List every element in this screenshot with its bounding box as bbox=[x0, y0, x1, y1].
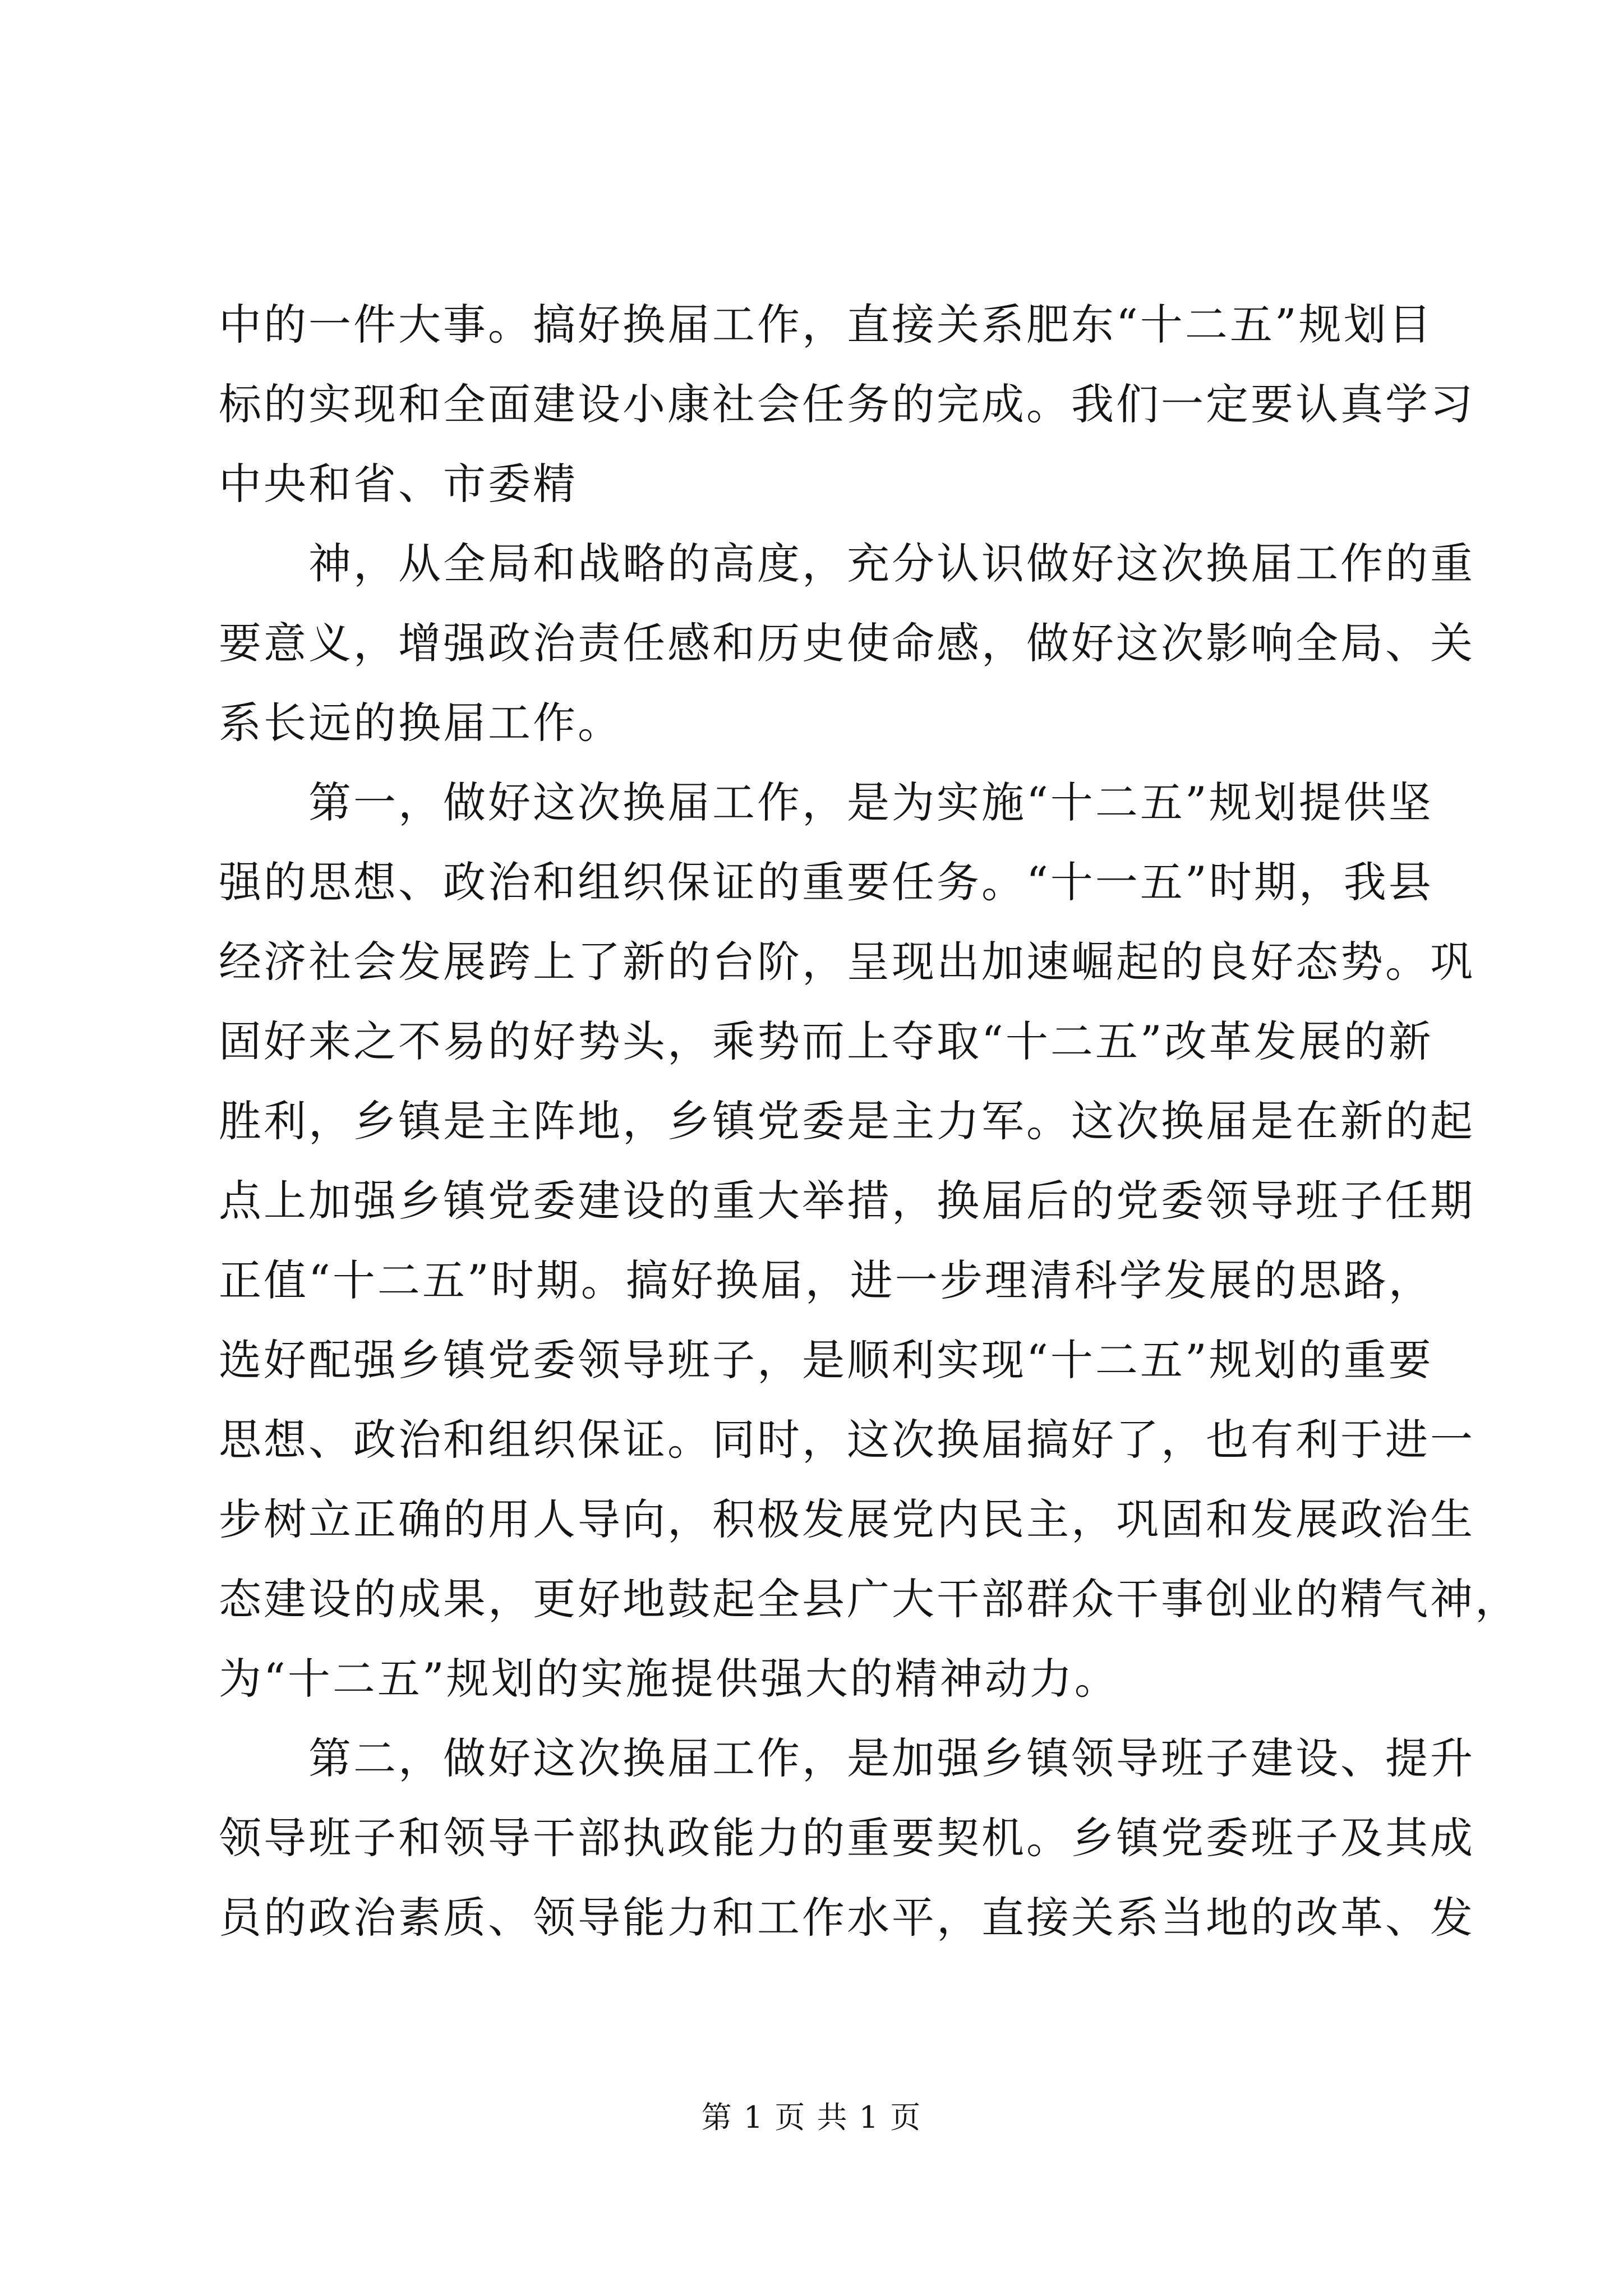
text-line: 点上加强乡镇党委建设的重大举措，换届后的党委领导班子任期 bbox=[219, 1176, 1475, 1226]
text-line: 神，从全局和战略的高度，充分认识做好这次换届工作的重 bbox=[308, 539, 1475, 588]
text-line: 中央和省、市委精 bbox=[219, 459, 578, 509]
text-line: 领导班子和领导干部执政能力的重要契机。乡镇党委班子及其成 bbox=[219, 1813, 1475, 1863]
text-line: 第一，做好这次换届工作，是为实施“十二五”规划提供坚 bbox=[308, 777, 1433, 827]
paragraph bbox=[219, 772, 1520, 1709]
text-line: 选好配强乡镇党委领导班子，是顺利实现“十二五”规划的重要 bbox=[219, 1335, 1433, 1385]
document-body bbox=[219, 295, 1520, 1967]
text-line: 中的一件大事。搞好换届工作，直接关系肥东“十二五”规划目 bbox=[219, 300, 1433, 349]
text-line: 第二，做好这次换届工作，是加强乡镇领导班子建设、提升 bbox=[308, 1733, 1475, 1783]
text-line: 员的政治素质、领导能力和工作水平，直接关系当地的改革、发 bbox=[219, 1893, 1475, 1943]
text-line: 为“十二五”规划的实施提供强大的精神动力。 bbox=[219, 1654, 1119, 1704]
page-number-footer: 第 1 页 共 1 页 bbox=[701, 2100, 922, 2135]
text-line: 正值“十二五”时期。搞好换届，进一步理清科学发展的思路， bbox=[219, 1255, 1433, 1305]
text-line: 态建设的成果，更好地鼓起全县广大干部群众干事创业的精气神， bbox=[219, 1574, 1520, 1624]
paragraph bbox=[219, 533, 1475, 753]
text-line: 标的实现和全面建设小康社会任务的完成。我们一定要认真学习 bbox=[219, 379, 1475, 429]
text-line: 强的思想、政治和组织保证的重要任务。“十一五”时期，我县 bbox=[219, 857, 1433, 907]
text-line: 胜利，乡镇是主阵地，乡镇党委是主力军。这次换届是在新的起 bbox=[219, 1096, 1475, 1146]
text-line: 固好来之不易的好势头，乘势而上夺取“十二五”改革发展的新 bbox=[219, 1016, 1433, 1066]
text-line: 步树立正确的用人导向，积极发展党内民主，巩固和发展政治生 bbox=[219, 1494, 1475, 1544]
text-line: 要意义，增强政治责任感和历史使命感，做好这次影响全局、关 bbox=[219, 618, 1475, 668]
paragraph bbox=[219, 295, 1475, 514]
text-line: 系长远的换届工作。 bbox=[219, 698, 623, 748]
text-line: 经济社会发展跨上了新的台阶，呈现出加速崛起的良好态势。巩 bbox=[219, 937, 1475, 987]
text-line: 思想、政治和组织保证。同时，这次换届搞好了，也有利于进一 bbox=[219, 1415, 1475, 1465]
paragraph bbox=[219, 1728, 1475, 1948]
